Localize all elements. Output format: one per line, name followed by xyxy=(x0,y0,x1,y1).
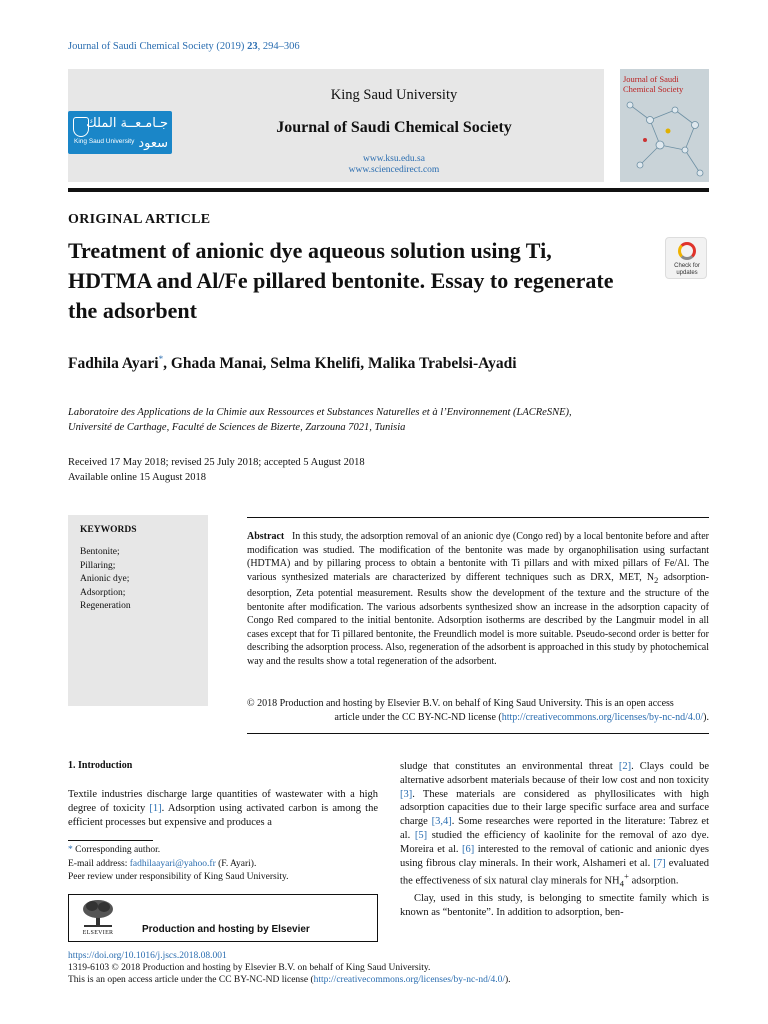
body-text: interested to the removal of cationic and anionic dyes using fibrous clay minerals. In their work, Alshameri et al. xyxy=(400,843,709,869)
doi-link[interactable]: https://doi.org/10.1016/j.jscs.2018.08.001 xyxy=(68,951,227,961)
keyword-item: Bentonite; xyxy=(80,547,120,557)
ref-link[interactable]: [6] xyxy=(462,843,475,855)
ref-link[interactable]: [3,4] xyxy=(431,816,452,828)
email-label: E-mail address: xyxy=(68,858,130,869)
body-text: . Clays could be alternative adsorbent materials because of their low cost and non toxicity xyxy=(400,761,710,786)
ksu-logo xyxy=(68,111,172,154)
cover-title: Journal of Saudi Chemical Society xyxy=(623,74,684,94)
check-updates-label: Check for updates xyxy=(674,263,700,276)
received-dates: Received 17 May 2018; revised 25 July 2018; accepted 5 August 2018 xyxy=(68,457,365,468)
citation-volume: 23 xyxy=(247,41,258,52)
corresponding-text: Corresponding author. xyxy=(72,845,161,855)
body-text: . These materials are considered as phyllosilicates with high adsorption capacities due to their large specific surface area and surface charge xyxy=(400,788,709,828)
body-text: . Some researches were reported in the literature: Tabrez et al. xyxy=(400,816,709,841)
email-link[interactable]: fadhilaayari@yahoo.fr xyxy=(129,858,216,869)
footnote-rule xyxy=(68,840,153,841)
corresponding-author-note xyxy=(68,844,378,858)
abstract-bottom-rule xyxy=(247,733,709,734)
oa-text-end: ). xyxy=(505,975,511,985)
body-text: studied the efficiency of kaolinite for the removal of azo dye. Moreira et al. xyxy=(400,829,710,855)
check-for-updates-button[interactable] xyxy=(665,237,707,279)
keywords-title: KEYWORDS xyxy=(80,525,137,535)
license-link[interactable]: http://creativecommons.org/licenses/by-nc-nd/4.0/ xyxy=(313,975,505,985)
body-text: . Adsorption using activated carbon is among the efficient processes but expensive and produces a xyxy=(68,802,379,828)
abstract-subscript: 2 xyxy=(654,575,659,585)
abstract-top-rule xyxy=(247,517,709,518)
subscript: 4 xyxy=(619,878,625,889)
abstract-label: Abstract xyxy=(247,531,285,542)
article-dates xyxy=(68,456,365,485)
elsevier-tree-icon xyxy=(80,898,116,928)
email-tail: (F. Ayari). xyxy=(215,858,257,869)
copyright-line-2 xyxy=(247,711,709,725)
elsevier-hosting-text: Production and hosting by Elsevier xyxy=(142,924,310,935)
affiliation xyxy=(68,405,708,435)
oa-text: This is an open access article under the CC BY-NC-ND license ( xyxy=(68,975,314,985)
keyword-item: Regeneration xyxy=(80,601,131,612)
issn-line: 1319-6103 © 2018 Production and hosting by Elsevier B.V. on behalf of King Saud University. xyxy=(68,963,431,973)
article-type: ORIGINAL ARTICLE xyxy=(68,212,211,227)
footnotes xyxy=(68,844,378,885)
keyword-item: Pillaring; xyxy=(80,560,116,571)
ref-link[interactable]: [2] xyxy=(618,761,632,772)
journal-cover-image[interactable] xyxy=(620,69,709,182)
abstract-text-a: In this study, the adsorption removal of an anionic dye (Congo red) by a local bentonite before and after modification was studied. The modification of the bentonite was made by organophilisation using surfactant (HDTMA) and by pillaring process to obtain a bentonite with Ti pillars and with mixed pillars of Fe/Al. The various synthesized materials are characterized by different techniques such as DRX, MET, N xyxy=(247,531,709,583)
license-link[interactable]: http://creativecommons.org/licenses/by-nc-nd/4.0/ xyxy=(501,711,704,723)
ref-link[interactable]: [7] xyxy=(653,857,666,869)
peer-review-note: Peer review under responsibility of King Saud University. xyxy=(68,872,289,882)
body-text: Textile industries discharge large quantities of wastewater with a high degree of toxicity xyxy=(68,789,378,814)
doi-block xyxy=(68,950,708,986)
keywords-list xyxy=(80,546,131,614)
citation-pages: , 294–306 xyxy=(257,41,300,52)
intro-right-column xyxy=(400,760,709,919)
ksu-logo-english: King Saud University xyxy=(74,138,135,145)
affiliation-line-1: Laboratoire des Applications de la Chimie aux Ressources et Substances Naturelles et à l’Environnement (LACReSNE), xyxy=(68,407,572,418)
abstract xyxy=(247,530,709,668)
email-line xyxy=(68,858,378,872)
footnote-mark[interactable]: * xyxy=(68,845,73,855)
copyright-text-end: ). xyxy=(703,711,709,723)
keyword-item: Adsorption; xyxy=(80,587,126,598)
article-title: Treatment of anionic dye aqueous solution using Ti, HDTMA and Al/Fe pillared bentonite. Essay to regenerate the adsorbent xyxy=(68,238,614,323)
header-divider xyxy=(68,188,709,192)
elsevier-wordmark: ELSEVIER xyxy=(82,930,114,936)
paragraph xyxy=(400,760,709,892)
body-text: evaluated the effectiveness of six natural clay minerals for NH xyxy=(400,857,709,887)
ksu-url-link[interactable]: www.ksu.edu.sa xyxy=(363,154,425,164)
sciencedirect-url-link[interactable]: www.sciencedirect.com xyxy=(348,165,440,175)
intro-left-column xyxy=(68,788,378,829)
section-heading: 1. Introduction xyxy=(68,760,133,771)
check-updates-icon xyxy=(678,242,696,260)
corresponding-author-mark[interactable]: * xyxy=(158,354,164,364)
paragraph: Clay, used in this study, is belonging to smectite family which is known as “bentonite”. In addition to adsorption, ben- xyxy=(400,892,709,918)
ref-link[interactable]: [5] xyxy=(414,829,428,841)
keyword-item: Anionic dye; xyxy=(80,574,130,585)
author-rest: , Ghada Manai, Selma Khelifi, Malika Trabelsi-Ayadi xyxy=(163,355,517,373)
ref-link[interactable]: [1] xyxy=(149,802,162,814)
abstract-text-b: adsorption-desorption, Zeta potential measurement. Results show the development of the texture and the structure of the bentonite after modification. The various adsorbents synthesized show an increase in the adsorption capacity of Congo Red compared to the initial bentonite. Adsorption isotherms are described by the Langmuir model in all cases except that for Ti pillared bentonite, the Freundlich model is more suitable. Pseudo-second order is better for describing the adsorption process. Also, regeneration of the adsorbent is approached in this study by photochemical way and the results show a total regeneration of the adsorbent. xyxy=(247,571,710,667)
ref-link[interactable]: [3] xyxy=(400,788,413,800)
ksu-logo-arabic: جـامـعــة الملك سعود xyxy=(86,116,168,151)
molecule-network-icon xyxy=(620,95,709,182)
superscript: + xyxy=(624,871,629,882)
affiliation-line-2: Université de Carthage, Faculté de Sciences de Bizerte, Zarzouna 7021, Tunisia xyxy=(68,422,406,433)
open-access-line xyxy=(68,974,708,986)
author-list xyxy=(68,354,517,373)
journal-citation[interactable] xyxy=(68,41,300,52)
copyright-text: article under the CC BY-NC-ND license ( xyxy=(334,711,502,723)
citation-text: Journal of Saudi Chemical Society (2019) xyxy=(68,41,248,52)
copyright-line-1: © 2018 Production and hosting by Elsevier B.V. on behalf of King Saud University. This is an open access xyxy=(247,698,674,709)
author-first: Fadhila Ayari xyxy=(68,355,159,373)
online-date: Available online 15 August 2018 xyxy=(68,471,207,483)
journal-name: Journal of Saudi Chemical Society xyxy=(276,119,512,136)
university-name: King Saud University xyxy=(330,87,458,103)
abstract-copyright xyxy=(247,697,709,724)
body-text: sludge that constitutes an environmental threat xyxy=(400,761,619,772)
body-text: adsorption. xyxy=(628,875,679,887)
